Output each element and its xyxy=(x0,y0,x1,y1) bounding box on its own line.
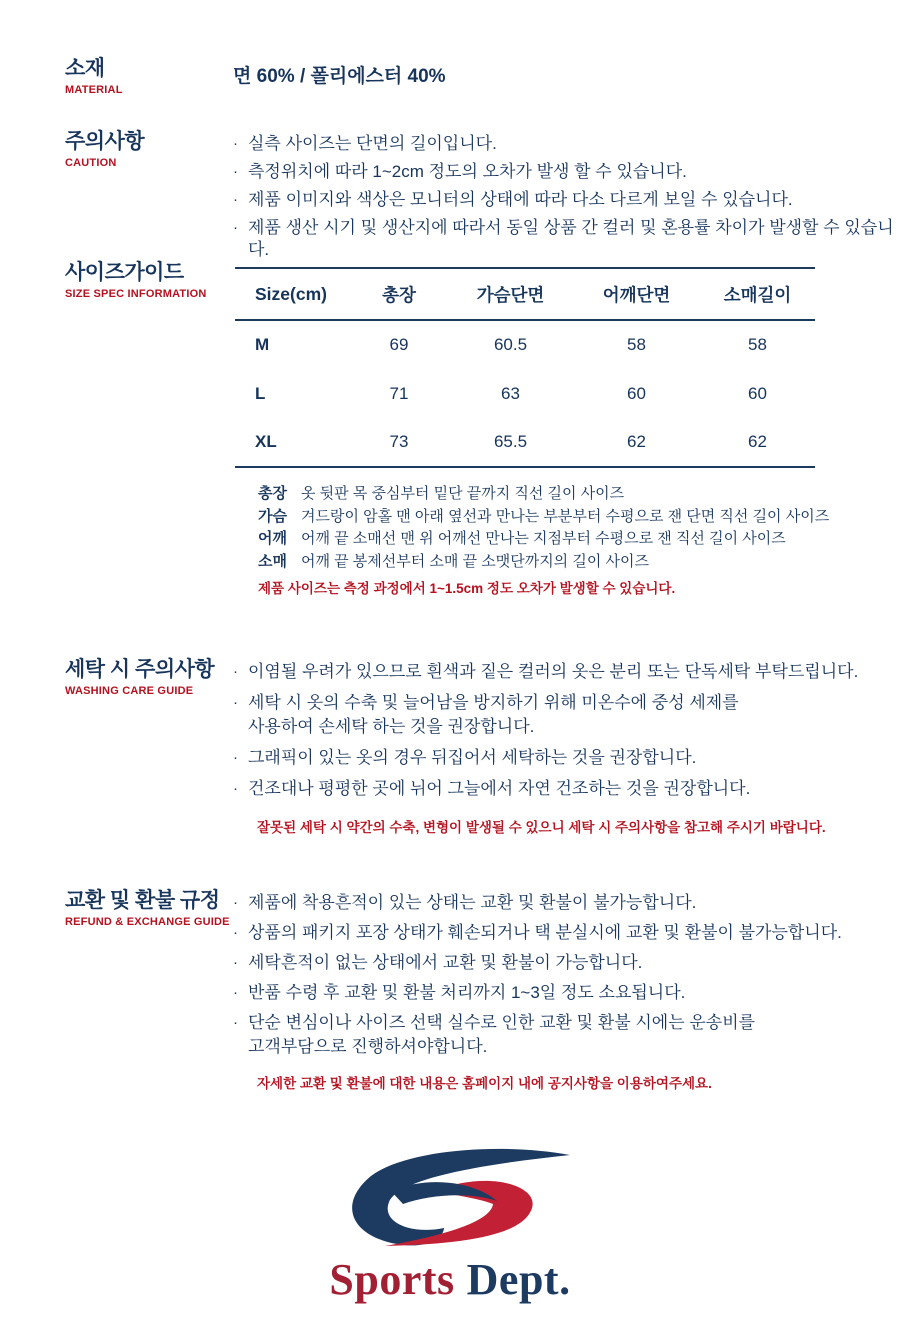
refund-bullet-text: 단순 변심이나 사이즈 선택 실수로 인한 교환 및 환불 시에는 운송비를 xyxy=(248,1013,756,1032)
refund-bullet-text: 제품에 착용흔적이 있는 상태는 교환 및 환불이 불가능합니다. xyxy=(248,893,697,912)
material-content xyxy=(233,61,446,88)
list-item xyxy=(233,133,900,155)
table-row xyxy=(235,418,815,467)
bullet-icon: · xyxy=(233,694,238,711)
table-row xyxy=(235,369,815,418)
caution-list xyxy=(233,133,900,267)
brand-logo xyxy=(0,1146,900,1305)
caution-bullet-text: 제품 이미지와 색상은 모니터의 상태에 따라 다소 다르게 보일 수 있습니다. xyxy=(248,190,793,209)
caution-bullet-text: 측정위치에 따라 1~2cm 정도의 오차가 발생 할 수 있습니다. xyxy=(248,162,687,181)
bullet-icon: · xyxy=(233,191,238,208)
brand-word-dept: Dept. xyxy=(466,1255,571,1304)
brand-word-sports: Sports xyxy=(329,1255,455,1304)
list-item xyxy=(233,982,842,1004)
list-item xyxy=(233,922,842,944)
definition-row xyxy=(258,483,829,506)
washing-bullet-text: 그래픽이 있는 옷의 경우 뒤집어서 세탁하는 것을 권장합니다. xyxy=(248,748,697,767)
caution-title-en: CAUTION xyxy=(65,157,117,170)
refund-bullet-text: 반품 수령 후 교환 및 환불 처리까지 1~3일 정도 소요됩니다. xyxy=(248,983,686,1002)
definition-desc: 어깨 끝 소매선 맨 위 어깨선 만나는 지점부터 수평으로 잰 직선 길이 사이즈 xyxy=(301,530,786,547)
value-cell: 58 xyxy=(748,335,767,354)
value-cell: 58 xyxy=(627,335,646,354)
washing-title-ko: 세탁 시 주의사항 xyxy=(65,658,215,681)
list-item xyxy=(233,692,858,714)
col-header-total-length: 총장 xyxy=(382,284,416,305)
list-item xyxy=(233,161,900,183)
refund-bullet-text: 세탁흔적이 없는 상태에서 교환 및 환불이 가능합니다. xyxy=(248,953,643,972)
refund-title-en: REFUND & EXCHANGE GUIDE xyxy=(65,916,230,929)
list-item xyxy=(233,778,858,800)
bullet-icon: · xyxy=(233,780,238,797)
washing-title-en: WASHING CARE GUIDE xyxy=(65,685,194,698)
bullet-icon: · xyxy=(233,663,238,680)
value-cell: 63 xyxy=(501,383,520,403)
refund-bullet-text: 상품의 패키지 포장 상태가 훼손되거나 택 분실시에 교환 및 환불이 불가능합니다. xyxy=(248,923,842,942)
refund-title-ko: 교환 및 환불 규정 xyxy=(65,889,220,912)
list-item-continuation xyxy=(233,716,858,738)
table-header-row xyxy=(235,268,815,320)
definition-desc: 어깨 끝 봉제선부터 소매 끝 소맷단까지의 길이 사이즈 xyxy=(301,552,649,570)
bullet-icon: · xyxy=(233,1014,238,1031)
brand-wordmark xyxy=(329,1254,570,1305)
definition-row xyxy=(258,528,829,551)
list-item xyxy=(233,217,900,261)
bullet-icon: · xyxy=(233,135,238,152)
col-header-sleeve: 소매길이 xyxy=(723,284,792,305)
material-title-en: MATERIAL xyxy=(65,84,123,97)
size-tolerance-note: 제품 사이즈는 측정 과정에서 1~1.5cm 정도 오차가 발생할 수 있습니다. xyxy=(258,581,676,596)
list-item xyxy=(233,189,900,211)
washing-bullet-text: 건조대나 평평한 곳에 뉘어 그늘에서 자연 건조하는 것을 권장합니다. xyxy=(248,779,751,798)
list-item xyxy=(233,892,842,914)
value-cell: 62 xyxy=(748,432,767,451)
size-spec-table xyxy=(235,267,815,468)
definition-term: 총장 xyxy=(258,485,287,502)
definition-term: 가슴 xyxy=(258,507,287,525)
size-cell: XL xyxy=(255,432,277,451)
size-cell: M xyxy=(255,335,270,354)
washing-bullet-text: 세탁 시 옷의 수축 및 늘어남을 방지하기 위해 미온수에 중성 세제를 xyxy=(248,693,739,712)
definition-row xyxy=(258,551,829,574)
size-guide-title-en: SIZE SPEC INFORMATION xyxy=(65,288,207,301)
caution-title-ko: 주의사항 xyxy=(65,130,145,153)
section-label-washing xyxy=(65,658,240,697)
value-cell: 69 xyxy=(389,335,409,354)
bullet-icon: · xyxy=(233,163,238,180)
col-header-chest: 가슴단면 xyxy=(476,284,545,305)
value-cell: 60.5 xyxy=(493,335,528,354)
refund-info-note: 자세한 교환 및 환불에 대한 내용은 홈페이지 내에 공지사항을 이용하여주세요. xyxy=(257,1076,712,1091)
bullet-icon: · xyxy=(233,894,238,911)
section-label-material xyxy=(65,57,240,96)
value-cell: 73 xyxy=(389,432,409,451)
refund-list xyxy=(233,892,842,1092)
washing-warning-note: 잘못된 세탁 시 약간의 수축, 변형이 발생될 수 있으니 세탁 시 주의사항을 참고해 주시기 바랍니다. xyxy=(257,820,826,835)
value-cell: 62 xyxy=(627,432,646,451)
list-item xyxy=(233,747,858,769)
size-guide-title-ko: 사이즈가이드 xyxy=(65,261,184,284)
definition-desc: 겨드랑이 암홀 맨 아래 옆선과 만나는 부분부터 수평으로 잰 단면 직선 길이 사이즈 xyxy=(301,507,830,525)
material-title-ko: 소재 xyxy=(65,57,105,80)
section-label-refund xyxy=(65,889,240,928)
refund-bullet-text: 고객부담으로 진행하셔야합니다. xyxy=(248,1037,488,1056)
list-item xyxy=(233,1012,842,1034)
col-header-size: Size(cm) xyxy=(255,283,327,304)
definition-desc: 옷 뒷판 목 중심부터 밑단 끝까지 직선 길이 사이즈 xyxy=(301,485,625,502)
definition-row xyxy=(258,506,829,529)
material-value: 면 60% / 폴리에스터 40% xyxy=(233,66,446,87)
value-cell: 65.5 xyxy=(493,432,528,451)
list-item-continuation xyxy=(233,1036,842,1058)
caution-bullet-text: 제품 생산 시기 및 생산지에 따라서 동일 상품 간 컬러 및 혼용률 차이가 발생할 수 있습니다. xyxy=(248,218,894,259)
measurement-definitions xyxy=(258,483,829,573)
table-row xyxy=(235,320,815,369)
section-label-caution xyxy=(65,130,240,169)
value-cell: 60 xyxy=(748,383,767,403)
value-cell: 60 xyxy=(627,383,646,403)
section-label-size-guide xyxy=(65,261,240,300)
washing-bullet-text: 이염될 우려가 있으므로 흰색과 짙은 컬러의 옷은 분리 또는 단독세탁 부탁드립니다. xyxy=(248,662,859,681)
bullet-icon: · xyxy=(233,984,238,1001)
definition-term: 소매 xyxy=(258,552,287,570)
bullet-icon: · xyxy=(233,749,238,766)
definition-term: 어깨 xyxy=(258,530,287,547)
list-item xyxy=(233,661,858,683)
washing-list xyxy=(233,661,858,836)
list-item xyxy=(233,952,842,974)
sports-dept-swirl-icon xyxy=(325,1146,575,1250)
bullet-icon: · xyxy=(233,924,238,941)
caution-bullet-text: 실측 사이즈는 단면의 길이입니다. xyxy=(248,134,497,153)
value-cell: 71 xyxy=(389,383,409,403)
col-header-shoulder: 어깨단면 xyxy=(602,284,671,305)
bullet-icon: · xyxy=(233,954,238,971)
washing-bullet-text: 사용하여 손세탁 하는 것을 권장합니다. xyxy=(248,717,535,736)
bullet-icon: · xyxy=(233,219,238,236)
size-cell: L xyxy=(255,383,266,403)
